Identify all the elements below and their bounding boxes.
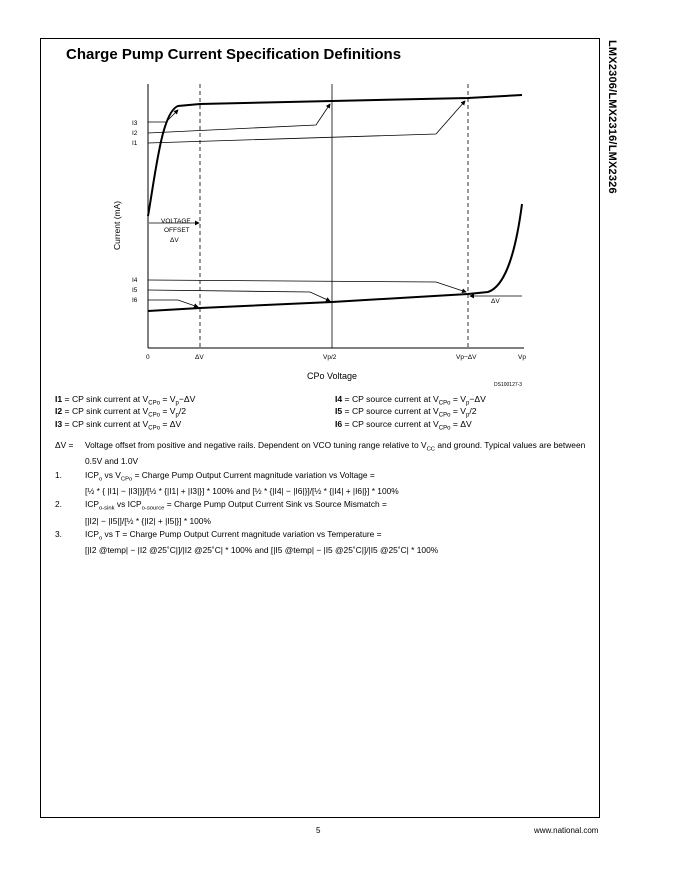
def-i3: I3 = CP sink current at $V_{CPo} = \Delta V$ xyxy=(55,418,182,432)
x-axis-label: CPo Voltage xyxy=(307,371,358,381)
x-tick-0: 0 xyxy=(146,354,150,361)
x-tick-vp-minus-dv: Vp−ΔV xyxy=(456,354,477,361)
y-tick-i6: I6 xyxy=(132,297,138,304)
side-title: LMX2306/LMX2316/LMX2326 xyxy=(606,40,618,194)
annotation-dv-right: ΔV xyxy=(491,298,500,305)
i3-leader xyxy=(148,110,178,122)
i1-leader xyxy=(148,101,465,143)
y-axis-label: Current (mA) xyxy=(112,200,122,250)
annotation-offset: OFFSET xyxy=(164,227,190,234)
def-i5: I5 = CP source current at $V_{CPo} = V_p/2$ xyxy=(335,406,477,420)
x-tick-vp: Vp xyxy=(518,354,526,361)
x-tick-vp-half: Vp/2 xyxy=(323,354,337,361)
x-tick-dv: ΔV xyxy=(195,354,204,361)
def-i4: I4 = CP source current at $V_{CPo} = V_p-\Delta V$ xyxy=(335,394,486,407)
note-2: 2. $ICP_{o-sink}$ vs $ICP_{o-source}$ = Charge Pump Output Current Sink vs Source Mismatch = [|I2| − |I5|]/[½ * {|I2| + |I5|}] * 100% xyxy=(55,499,387,526)
y-tick-i5: I5 xyxy=(132,287,138,294)
note-1: 1. $ICP_o$ vs $V_{CPo}$ = Charge Pump Output Current magnitude variation vs Voltage = [½ * { |I1| − |I3|}]/[½ * {|I1| + |I3|}] * 100% and [½ * {|I4| − |I6|}]/[½ * {|I4| + |I6|}] * 100% xyxy=(55,469,399,496)
page-number: 5 xyxy=(316,826,321,835)
footer-url[interactable]: www.national.com xyxy=(534,826,599,835)
spec-notes xyxy=(55,440,595,559)
y-tick-i1: I1 xyxy=(132,140,138,147)
def-i6: I6 = CP source current at $V_{CPo} = \Delta V$ xyxy=(335,418,472,432)
y-tick-i2: I2 xyxy=(132,130,138,137)
i6-leader xyxy=(148,300,198,307)
figure-id: DS100127-3 xyxy=(494,382,523,388)
sink-current-curve xyxy=(148,95,522,216)
annotation-voltage: VOLTAGE xyxy=(161,218,191,225)
def-i1: I1 = CP sink current at $V_{CPo} = V_p-\Delta V$ xyxy=(55,394,196,407)
page-title: Charge Pump Current Specification Definitions xyxy=(66,46,402,63)
source-definitions xyxy=(335,393,486,430)
y-tick-i3: I3 xyxy=(132,120,138,127)
y-tick-i4: I4 xyxy=(132,277,138,284)
i5-leader xyxy=(148,290,330,301)
def-i2: I2 = CP sink current at $V_{CPo} = V_p/2$ xyxy=(55,406,186,420)
source-current-curve xyxy=(148,204,522,311)
note-delta-v: ΔV = Voltage offset from positive and negative rails. Dependent on VCO tuning range relative to $V_{CC}$ and ground. Typical values are between 0.5V and 1.0V xyxy=(55,440,586,467)
annotation-dv: ΔV xyxy=(170,237,179,244)
sink-definitions xyxy=(55,393,195,430)
note-3: 3. $ICP_o$ vs T = Charge Pump Output Current magnitude variation vs Temperature = [|I2 @temp| − |I2 @25˚C|]/|I2 @25˚C| * 100% and [|I5 @temp| − |I5 @25˚C|]/|I5 @25˚C| * 100% xyxy=(55,529,439,556)
